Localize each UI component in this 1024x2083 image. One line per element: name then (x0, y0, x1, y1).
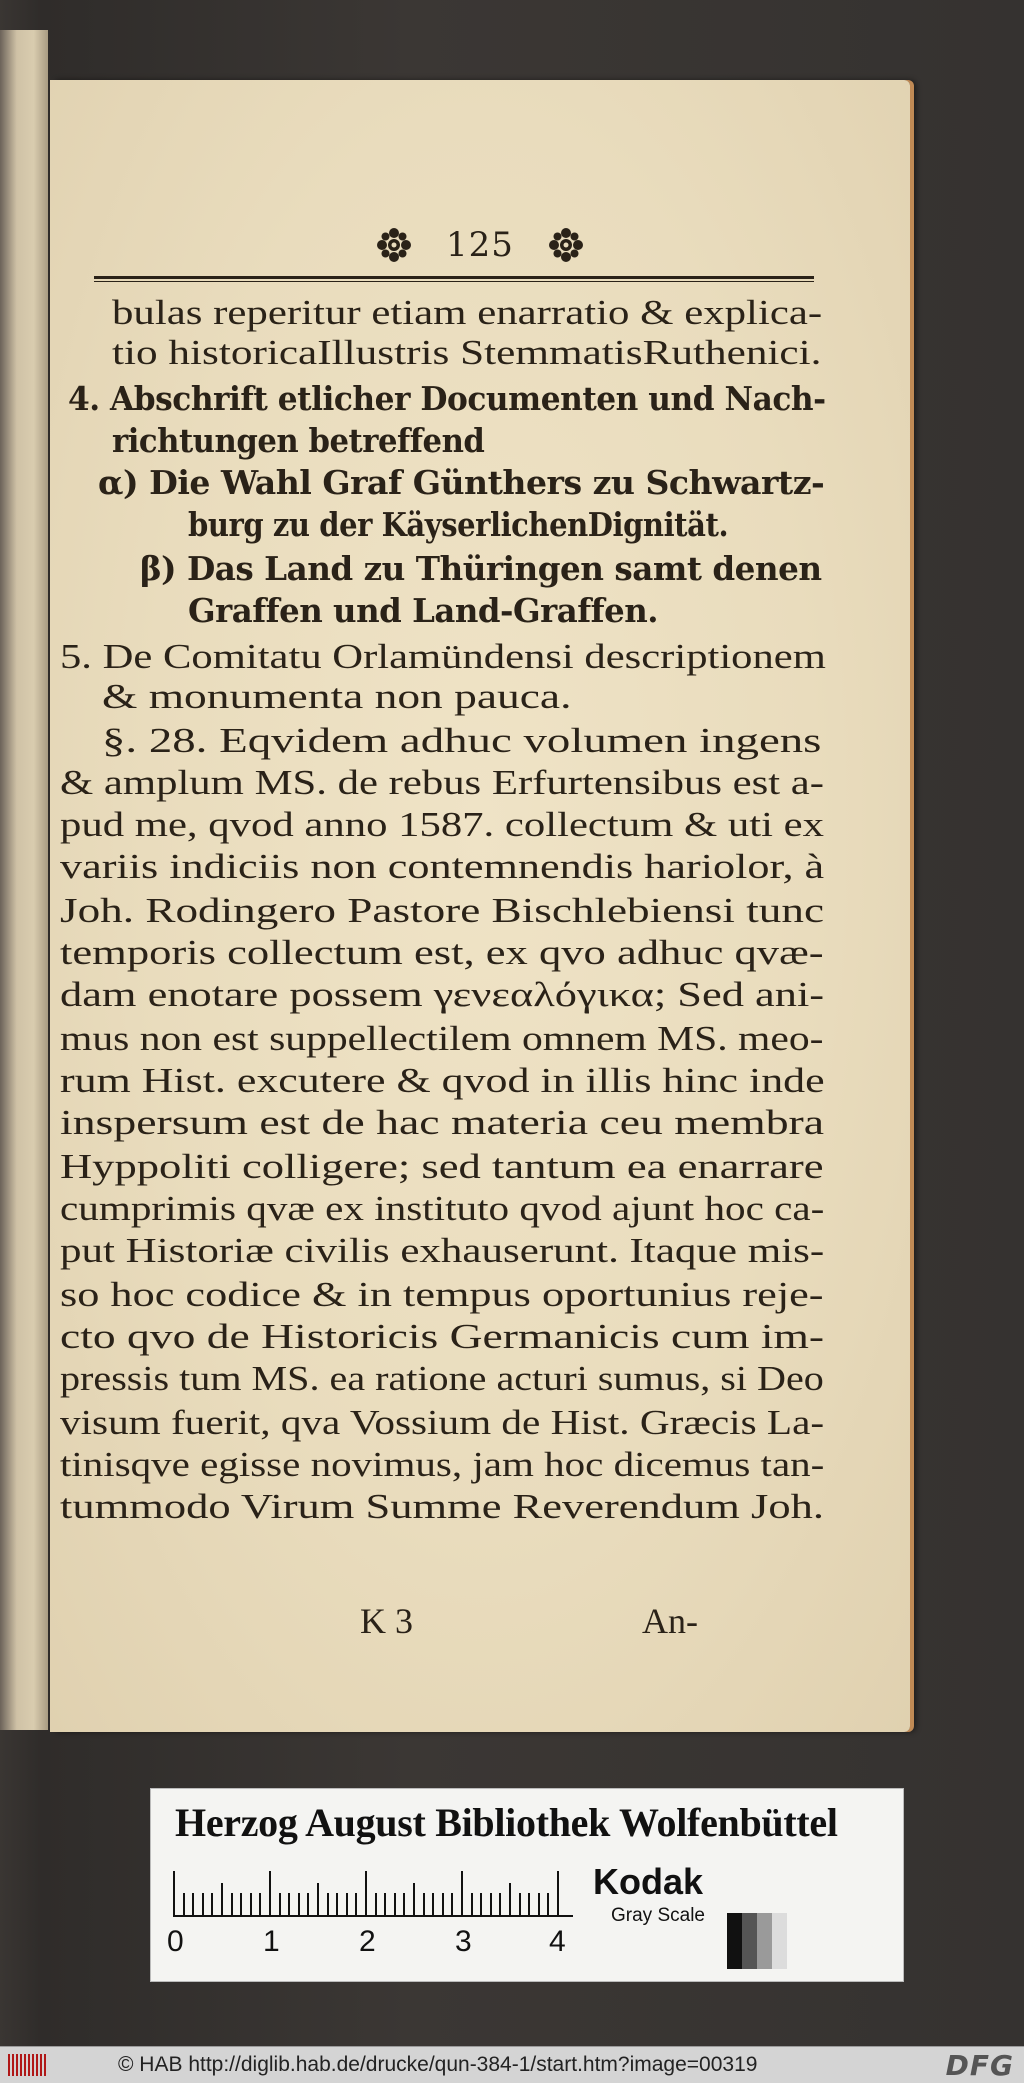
gray-patch (727, 1913, 742, 1969)
text-line: §. 28. Eqvidem adhuc volumen ingens (102, 721, 822, 760)
library-color-target (150, 1788, 904, 1982)
text-line: α) Die Wahl Graf Günthers zu Schwartz- (98, 463, 825, 502)
ruler-tick (480, 1893, 482, 1915)
page-header (50, 220, 910, 270)
ruler-tick (365, 1871, 367, 1915)
text-line: pressis tum MS. ea ratione acturi sumus, si Deo (60, 1359, 824, 1398)
text-line: tinisqve egisse novimus, jam hoc dicemus tan- (60, 1445, 825, 1484)
ruler-number: 4 (549, 1925, 566, 1958)
text-line: β) Das Land zu Thüringen samt denen (140, 549, 822, 588)
ruler-number: 1 (263, 1925, 280, 1958)
page-number: 125 (446, 225, 514, 265)
ruler-tick (499, 1893, 501, 1915)
ruler-tick (528, 1893, 530, 1915)
ruler-tick (240, 1893, 242, 1915)
flower-ornament-icon (548, 227, 584, 263)
dfg-logo: DFG (945, 2049, 1014, 2082)
ruler-tick (192, 1893, 194, 1915)
kodak-brand: Kodak (593, 1861, 704, 1902)
text-line: so hoc codice & in tempus oportunius reje- (60, 1275, 824, 1314)
ruler-tick (509, 1883, 511, 1915)
text-line: mus non est suppellectilem omnem MS. meo- (60, 1019, 824, 1058)
ruler-number: 3 (455, 1925, 472, 1958)
text-line: Hyppoliti colligere; sed tantum ea enarrare (60, 1147, 824, 1186)
text-line: inspersum est de hac materia ceu membra (60, 1103, 825, 1142)
ruler-tick (279, 1893, 281, 1915)
ruler-tick (336, 1893, 338, 1915)
ruler-tick (451, 1893, 453, 1915)
ruler-tick (173, 1871, 175, 1915)
ruler-tick (403, 1893, 405, 1915)
text-line: bulas reperitur etiam enarratio & explica- (112, 293, 823, 332)
text-line: cto qvo de Historicis Germanicis cum im- (60, 1317, 825, 1356)
ruler-tick (269, 1871, 271, 1915)
text-line: pud me, qvod anno 1587. collectum & uti ex (60, 805, 824, 844)
ruler-tick (317, 1883, 319, 1915)
copyright-bar (0, 2046, 1024, 2083)
ruler-number: 2 (359, 1925, 376, 1958)
ruler-tick (327, 1893, 329, 1915)
text-line: variis indiciis non contemnendis hariolor, à (60, 847, 825, 886)
ruler-tick (298, 1893, 300, 1915)
ruler-tick (202, 1893, 204, 1915)
text-line: richtungen betreffend (112, 421, 485, 460)
text-line: tummodo Virum Summe Reverendum Joh. (60, 1487, 824, 1526)
text-line: 5. De Comitatu Orlamündensi descriptionem (60, 637, 826, 676)
ruler-tick (413, 1883, 415, 1915)
ruler-tick (250, 1893, 252, 1915)
page-footer (50, 1600, 910, 1644)
ruler-tick (471, 1893, 473, 1915)
gray-patch (757, 1913, 772, 1969)
ruler-tick (375, 1893, 377, 1915)
ruler-tick (355, 1893, 357, 1915)
signature-mark: K 3 (360, 1601, 413, 1641)
catchword: An- (642, 1601, 698, 1641)
gray-patch (772, 1913, 787, 1969)
ruler-tick (490, 1893, 492, 1915)
ruler-tick (288, 1893, 290, 1915)
ruler-tick (231, 1893, 233, 1915)
ruler-tick (442, 1893, 444, 1915)
text-line: Joh. Rodingero Pastore Bischlebiensi tunc (60, 891, 824, 930)
ruler-tick (538, 1893, 540, 1915)
flower-ornament-icon (376, 227, 412, 263)
text-line: put Historiæ civilis exhauserunt. Itaque mis- (60, 1231, 825, 1270)
ruler-tick (461, 1871, 463, 1915)
adjacent-page-edge (0, 30, 48, 1730)
book-page (50, 80, 910, 1732)
gray-scale-caption: Gray Scale (611, 1905, 705, 1926)
ruler-tick (221, 1883, 223, 1915)
ruler-tick (394, 1893, 396, 1915)
ruler-tick (183, 1893, 185, 1915)
text-line: 4. Abschrift etlicher Documenten und Nach- (68, 379, 826, 418)
text-line: tio historicaIllustris StemmatisRuthenici. (112, 333, 822, 372)
ruler-tick (432, 1893, 434, 1915)
header-rule (94, 276, 814, 282)
ruler-tick (519, 1893, 521, 1915)
ruler-tick (211, 1893, 213, 1915)
text-line: cumprimis qvæ ex instituto qvod ajunt hoc ca- (60, 1189, 825, 1228)
text-line: & amplum MS. de rebus Erfurtensibus est a- (60, 763, 824, 802)
ruler-tick (307, 1893, 309, 1915)
text-line: Graffen und Land-Graffen. (188, 591, 659, 630)
text-line: burg zu der KäyserlichenDignität. (188, 505, 729, 544)
scale-ruler (173, 1869, 573, 1917)
ruler-tick (384, 1893, 386, 1915)
library-name: Herzog August Bibliothek Wolfenbüttel (175, 1800, 838, 1845)
barcode-icon (8, 2054, 46, 2076)
ruler-tick (346, 1893, 348, 1915)
ruler-tick (547, 1893, 549, 1915)
text-line: rum Hist. excutere & qvod in illis hinc inde (60, 1061, 825, 1100)
text-line: dam enotare possem γενεαλόγικα; Sed ani- (60, 975, 825, 1014)
ruler-number: 0 (167, 1925, 184, 1958)
ruler-tick (259, 1893, 261, 1915)
text-line: visum fuerit, qva Vossium de Hist. Græcis La- (60, 1403, 825, 1442)
ruler-tick (423, 1893, 425, 1915)
copyright-link[interactable]: © HAB http://diglib.hab.de/drucke/qun-384-1/start.htm?image=00319 (118, 2053, 758, 2076)
gray-patch (742, 1913, 757, 1969)
ruler-tick (557, 1871, 559, 1915)
text-line: temporis collectum est, ex qvo adhuc qvæ- (60, 933, 824, 972)
text-line: & monumenta non pauca. (102, 677, 572, 716)
